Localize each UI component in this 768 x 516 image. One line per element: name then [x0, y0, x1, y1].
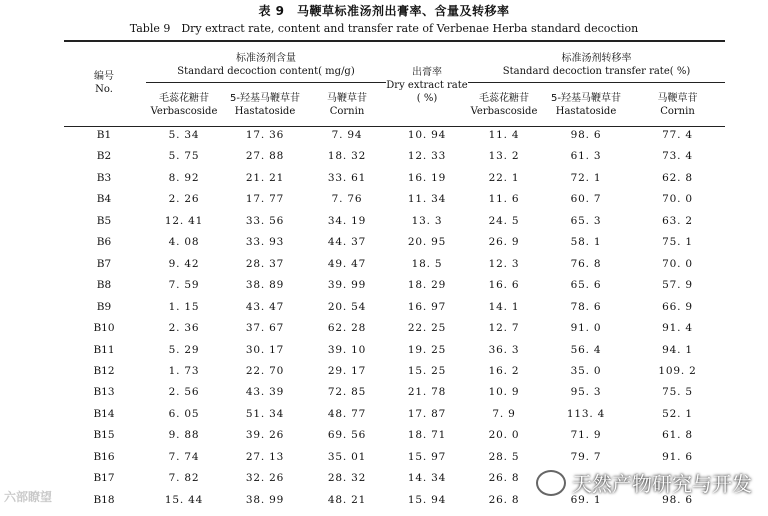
- cell-c3: 39. 99: [327, 279, 367, 291]
- header-extract-unit: ( %): [416, 93, 438, 104]
- cell-t1: 36. 3: [488, 344, 520, 356]
- cell-ext: 15. 94: [407, 494, 447, 506]
- cell-t1: 16. 6: [488, 279, 520, 291]
- header-extract-rate: [386, 66, 468, 105]
- header-content-cornin: [308, 92, 386, 118]
- cell-t3: 75. 1: [662, 236, 693, 248]
- cell-t1: 11. 6: [488, 193, 520, 205]
- cell-t3: 66. 9: [662, 301, 693, 313]
- header-transfer-verbascoside-en: Verbascoside: [470, 106, 538, 117]
- cell-c3: 33. 61: [327, 172, 367, 184]
- cell-t1: 22. 1: [488, 172, 520, 184]
- row-id: B10: [93, 322, 115, 334]
- cell-t3: 91. 6: [662, 451, 693, 463]
- header-content-verbascoside-cn: 毛蕊花糖苷: [159, 93, 209, 104]
- cell-c3: 20. 54: [327, 301, 367, 313]
- cell-t3: 73. 4: [662, 150, 693, 162]
- cell-t1: 26. 8: [488, 494, 520, 506]
- watermark-right-text: 天然产物研究与开发: [572, 472, 752, 496]
- cell-ext: 10. 94: [407, 129, 447, 141]
- cell-c1: 7. 74: [168, 451, 200, 463]
- cell-c3: 49. 47: [327, 258, 367, 270]
- cell-ext: 16. 97: [407, 301, 447, 313]
- header-transfer-verbascoside: [466, 92, 542, 118]
- row-id: B7: [96, 258, 112, 270]
- cell-t1: 10. 9: [488, 386, 520, 398]
- header-content-verbascoside-en: Verbascoside: [150, 106, 218, 117]
- cell-c2: 43. 39: [245, 386, 285, 398]
- cell-t1: 24. 5: [488, 215, 520, 227]
- header-bottom-rule: [64, 126, 725, 127]
- cell-t1: 16. 2: [488, 365, 520, 377]
- cell-c1: 7. 82: [168, 472, 200, 484]
- header-content-hastatoside: [222, 92, 308, 118]
- watermark-left: 六部瞭望: [4, 490, 53, 504]
- cell-t1: 7. 9: [492, 408, 516, 420]
- cell-ext: 20. 95: [407, 236, 447, 248]
- cell-c1: 5. 29: [168, 344, 200, 356]
- cell-t1: 14. 1: [488, 301, 520, 313]
- row-id: B2: [96, 150, 112, 162]
- cell-t2: 69. 1: [570, 494, 602, 506]
- header-transfer-hastatoside: [542, 92, 630, 118]
- wechat-icon: [536, 470, 566, 496]
- row-id: B9: [96, 301, 112, 313]
- cell-c3: 34. 19: [327, 215, 367, 227]
- cell-c2: 38. 89: [245, 279, 285, 291]
- header-content-group-en: Standard decoction content( mg/g): [177, 66, 355, 77]
- cell-c2: 38. 99: [245, 494, 285, 506]
- cell-c3: 62. 28: [327, 322, 367, 334]
- cell-c2: 30. 17: [245, 344, 285, 356]
- cell-c1: 9. 88: [168, 429, 200, 441]
- table-top-rule: [64, 40, 725, 42]
- cell-ext: 11. 34: [407, 193, 447, 205]
- header-content-cornin-en: Cornin: [329, 106, 365, 117]
- cell-c1: 12. 41: [164, 215, 204, 227]
- cell-c1: 4. 08: [168, 236, 200, 248]
- content-group-rule: [146, 82, 386, 83]
- cell-c2: 33. 56: [245, 215, 285, 227]
- cell-t3: 61. 8: [662, 429, 693, 441]
- cell-c1: 7. 59: [168, 279, 200, 291]
- cell-c1: 1. 73: [168, 365, 200, 377]
- cell-ext: 18. 29: [407, 279, 447, 291]
- cell-c2: 39. 26: [245, 429, 285, 441]
- table-caption-cn: 表 9 马鞭草标准汤剂出膏率、含量及转移率: [258, 4, 510, 18]
- cell-c3: 35. 01: [327, 451, 367, 463]
- header-content-cornin-cn: 马鞭草苷: [327, 93, 367, 104]
- cell-t3: 94. 1: [662, 344, 693, 356]
- cell-t3: 52. 1: [662, 408, 693, 420]
- cell-ext: 15. 97: [407, 451, 447, 463]
- cell-c3: 18. 32: [327, 150, 367, 162]
- cell-t2: 98. 6: [570, 129, 602, 141]
- cell-t1: 12. 3: [488, 258, 520, 270]
- cell-c3: 48. 21: [327, 494, 367, 506]
- cell-ext: 16. 19: [407, 172, 447, 184]
- cell-c1: 9. 42: [168, 258, 200, 270]
- header-transfer-group-en: Standard decoction transfer rate( %): [502, 66, 691, 77]
- row-id: B17: [93, 472, 115, 484]
- cell-c1: 15. 44: [164, 494, 204, 506]
- header-extract-en: Dry extract rate: [386, 80, 468, 91]
- cell-t2: 35. 0: [570, 365, 602, 377]
- cell-t3: 98. 6: [662, 494, 693, 506]
- cell-t2: 71. 9: [570, 429, 602, 441]
- cell-c3: 69. 56: [327, 429, 367, 441]
- cell-t3: 91. 4: [662, 322, 693, 334]
- cell-ext: 12. 33: [407, 150, 447, 162]
- cell-c2: 22. 70: [245, 365, 285, 377]
- row-id: B3: [96, 172, 112, 184]
- cell-c3: 72. 85: [327, 386, 367, 398]
- cell-ext: 22. 25: [407, 322, 447, 334]
- cell-c2: 17. 77: [245, 193, 285, 205]
- row-id: B12: [93, 365, 115, 377]
- cell-t1: 13. 2: [488, 150, 520, 162]
- row-id: B5: [96, 215, 112, 227]
- header-content-hastatoside-cn: 5-羟基马鞭草苷: [230, 93, 300, 104]
- cell-t3: 62. 8: [662, 172, 693, 184]
- cell-ext: 18. 71: [407, 429, 447, 441]
- cell-t2: 113. 4: [566, 408, 606, 420]
- header-transfer-cornin-cn: 马鞭草苷: [657, 93, 698, 104]
- header-content-group-cn: 标准汤剂含量: [236, 53, 296, 64]
- cell-t1: 20. 0: [488, 429, 520, 441]
- cell-c1: 6. 05: [168, 408, 200, 420]
- cell-t3: 57. 9: [662, 279, 693, 291]
- cell-t2: 60. 7: [570, 193, 602, 205]
- cell-t2: 72. 1: [570, 172, 602, 184]
- cell-t3: 70. 0: [662, 258, 693, 270]
- cell-c3: 7. 94: [331, 129, 363, 141]
- cell-t3: 75. 5: [662, 386, 693, 398]
- cell-c1: 2. 36: [168, 322, 200, 334]
- row-id: B16: [93, 451, 115, 463]
- cell-c3: 28. 32: [327, 472, 367, 484]
- cell-t1: 26. 9: [488, 236, 520, 248]
- cell-ext: 14. 34: [407, 472, 447, 484]
- cell-ext: 13. 3: [411, 215, 443, 227]
- cell-c3: 39. 10: [327, 344, 367, 356]
- cell-t2: 56. 4: [570, 344, 602, 356]
- watermark-right: [536, 468, 752, 497]
- cell-c2: 17. 36: [245, 129, 285, 141]
- row-id: B15: [93, 429, 115, 441]
- cell-c1: 1. 15: [168, 301, 200, 313]
- header-transfer-group: [468, 52, 725, 78]
- cell-t2: 95. 3: [570, 386, 602, 398]
- cell-t2: 76. 8: [570, 258, 602, 270]
- cell-t1: 26. 8: [488, 472, 520, 484]
- cell-c2: 33. 93: [245, 236, 285, 248]
- header-extract-cn: 出膏率: [412, 67, 442, 78]
- cell-t3: 70. 0: [662, 193, 693, 205]
- row-id: B13: [93, 386, 115, 398]
- header-content-verbascoside: [146, 92, 222, 118]
- table-caption-en: Table 9 Dry extract rate, content and transfer rate of Verbenae Herba standard decoction: [129, 22, 639, 35]
- cell-t2: 65. 6: [570, 279, 602, 291]
- cell-c3: 7. 76: [331, 193, 363, 205]
- cell-c3: 29. 17: [327, 365, 367, 377]
- cell-t1: 12. 7: [488, 322, 520, 334]
- cell-t2: 58. 1: [570, 236, 602, 248]
- cell-c3: 44. 37: [327, 236, 367, 248]
- cell-t2: 91. 0: [570, 322, 602, 334]
- cell-ext: 21. 78: [407, 386, 447, 398]
- cell-t1: 28. 5: [488, 451, 520, 463]
- row-id: B6: [96, 236, 112, 248]
- header-transfer-verbascoside-cn: 毛蕊花糖苷: [479, 93, 529, 104]
- row-id: B1: [96, 129, 112, 141]
- cell-c2: 32. 26: [245, 472, 285, 484]
- header-transfer-hastatoside-cn: 5-羟基马鞭草苷: [551, 93, 621, 104]
- header-transfer-hastatoside-en: Hastatoside: [555, 106, 617, 117]
- cell-ext: 17. 87: [407, 408, 447, 420]
- row-id: B8: [96, 279, 112, 291]
- header-transfer-group-cn: 标准汤剂转移率: [561, 53, 632, 64]
- cell-c3: 48. 77: [327, 408, 367, 420]
- header-no-cn: 编号: [94, 71, 114, 82]
- row-id: B11: [93, 344, 115, 356]
- cell-c2: 27. 13: [245, 451, 285, 463]
- row-id: B14: [93, 408, 115, 420]
- header-no: [64, 70, 144, 96]
- cell-c1: 2. 56: [168, 386, 200, 398]
- cell-c2: 28. 37: [245, 258, 285, 270]
- header-transfer-cornin-en: Cornin: [660, 106, 695, 117]
- cell-c2: 27. 88: [245, 150, 285, 162]
- cell-t3: 63. 2: [662, 215, 693, 227]
- cell-c1: 8. 92: [168, 172, 200, 184]
- cell-t2: 61. 3: [570, 150, 602, 162]
- cell-c2: 43. 47: [245, 301, 285, 313]
- cell-t2: 78. 6: [570, 301, 602, 313]
- cell-c1: 5. 75: [168, 150, 200, 162]
- cell-t3: 77. 4: [662, 129, 693, 141]
- cell-t1: 11. 4: [488, 129, 520, 141]
- cell-c2: 21. 21: [245, 172, 285, 184]
- cell-c1: 2. 26: [168, 193, 200, 205]
- row-id: B18: [93, 494, 115, 506]
- cell-c1: 5. 34: [168, 129, 200, 141]
- cell-c2: 37. 67: [245, 322, 285, 334]
- cell-ext: 18. 5: [411, 258, 443, 270]
- cell-ext: 19. 25: [407, 344, 447, 356]
- cell-t3: 109. 2: [658, 365, 697, 377]
- cell-ext: 15. 25: [407, 365, 447, 377]
- header-transfer-cornin: [630, 92, 725, 118]
- cell-t2: 79. 7: [570, 451, 602, 463]
- header-content-hastatoside-en: Hastatoside: [234, 106, 296, 117]
- header-no-en: No.: [95, 84, 113, 95]
- row-id: B4: [96, 193, 112, 205]
- cell-t2: 65. 3: [570, 215, 602, 227]
- cell-c2: 51. 34: [245, 408, 285, 420]
- transfer-group-rule: [468, 82, 725, 83]
- header-content-group: [146, 52, 386, 78]
